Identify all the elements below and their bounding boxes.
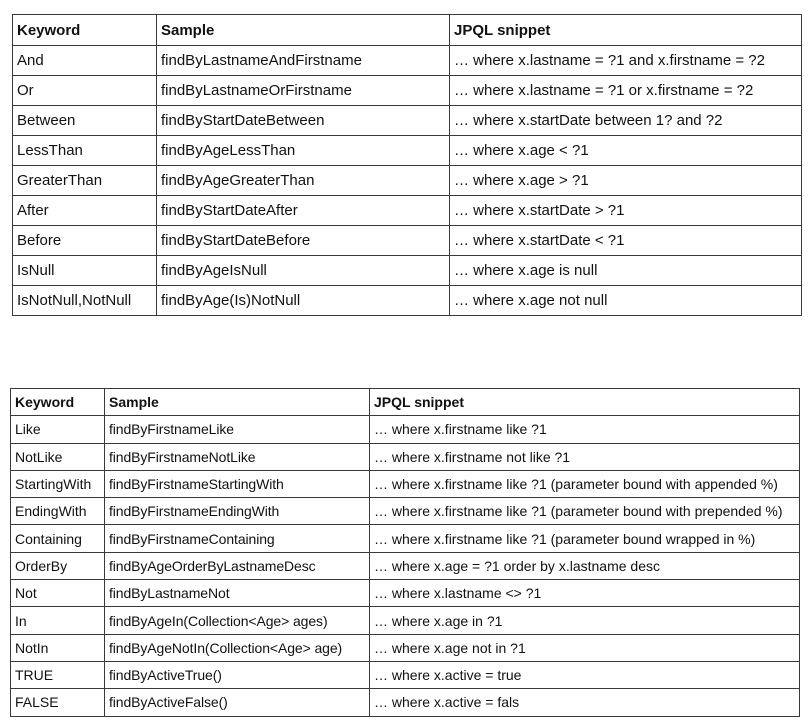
sample-cell: findByActiveFalse() — [105, 689, 370, 716]
keyword-cell: FALSE — [11, 689, 105, 716]
jpql-cell: … where x.firstname like ?1 (parameter bound wrapped in %) — [370, 525, 800, 552]
jpql-cell: … where x.startDate > ?1 — [450, 196, 802, 226]
jpql-cell: … where x.age < ?1 — [450, 136, 802, 166]
jpql-cell: … where x.age > ?1 — [450, 166, 802, 196]
table-row — [11, 634, 800, 661]
table-header-row — [11, 389, 800, 416]
sample-cell: findByFirstnameContaining — [105, 525, 370, 552]
sample-cell: findByStartDateBetween — [157, 106, 450, 136]
table-row — [11, 552, 800, 579]
keyword-cell: Or — [13, 76, 157, 106]
jpql-cell: … where x.lastname = ?1 or x.firstname = ?2 — [450, 76, 802, 106]
sample-cell: findByAgeGreaterThan — [157, 166, 450, 196]
keyword-cell: After — [13, 196, 157, 226]
keyword-cell: Before — [13, 226, 157, 256]
sample-cell: findByAgeLessThan — [157, 136, 450, 166]
jpql-cell: … where x.active = fals — [370, 689, 800, 716]
table-row — [11, 661, 800, 688]
sample-cell: findByStartDateAfter — [157, 196, 450, 226]
jpql-cell: … where x.lastname = ?1 and x.firstname = ?2 — [450, 46, 802, 76]
table-row — [13, 46, 802, 76]
keyword-cell: NotIn — [11, 634, 105, 661]
table-row — [13, 76, 802, 106]
sample-cell: findByAgeIsNull — [157, 256, 450, 286]
table-row — [11, 689, 800, 716]
keyword-table-1 — [12, 14, 802, 316]
keyword-table-2 — [10, 388, 800, 717]
keyword-cell: Like — [11, 416, 105, 443]
table-row — [11, 443, 800, 470]
jpql-cell: … where x.firstname like ?1 (parameter bound with prepended %) — [370, 498, 800, 525]
column-header-sample: Sample — [105, 389, 370, 416]
keyword-cell: OrderBy — [11, 552, 105, 579]
column-header-jpql-snippet: JPQL snippet — [450, 15, 802, 46]
jpql-cell: … where x.age is null — [450, 256, 802, 286]
jpql-cell: … where x.startDate < ?1 — [450, 226, 802, 256]
table-row — [13, 226, 802, 256]
keyword-cell: Containing — [11, 525, 105, 552]
keyword-cell: IsNull — [13, 256, 157, 286]
table-row — [13, 166, 802, 196]
keyword-cell: TRUE — [11, 661, 105, 688]
table-row — [11, 416, 800, 443]
sample-cell: findByLastnameNot — [105, 580, 370, 607]
table-row — [13, 286, 802, 316]
jpql-cell: … where x.age in ?1 — [370, 607, 800, 634]
keyword-cell: Not — [11, 580, 105, 607]
sample-cell: findByAge(Is)NotNull — [157, 286, 450, 316]
jpql-cell: … where x.firstname like ?1 (parameter bound with appended %) — [370, 470, 800, 497]
jpql-cell: … where x.lastname <> ?1 — [370, 580, 800, 607]
jpql-cell: … where x.active = true — [370, 661, 800, 688]
keyword-cell: EndingWith — [11, 498, 105, 525]
table-row — [13, 136, 802, 166]
jpql-cell: … where x.age not in ?1 — [370, 634, 800, 661]
column-header-keyword: Keyword — [11, 389, 105, 416]
keyword-cell: In — [11, 607, 105, 634]
sample-cell: findByActiveTrue() — [105, 661, 370, 688]
jpql-cell: … where x.age = ?1 order by x.lastname desc — [370, 552, 800, 579]
keyword-cell: StartingWith — [11, 470, 105, 497]
sample-cell: findByLastnameOrFirstname — [157, 76, 450, 106]
sample-cell: findByAgeOrderByLastnameDesc — [105, 552, 370, 579]
sample-cell: findByAgeNotIn(Collection<Age> age) — [105, 634, 370, 661]
table-row — [11, 607, 800, 634]
table-row — [13, 106, 802, 136]
table-row — [11, 525, 800, 552]
sample-cell: findByFirstnameNotLike — [105, 443, 370, 470]
keyword-cell: NotLike — [11, 443, 105, 470]
keyword-cell: GreaterThan — [13, 166, 157, 196]
jpql-cell: … where x.firstname not like ?1 — [370, 443, 800, 470]
keyword-cell: Between — [13, 106, 157, 136]
keyword-cell: IsNotNull,NotNull — [13, 286, 157, 316]
jpql-cell: … where x.age not null — [450, 286, 802, 316]
table-row — [11, 580, 800, 607]
sample-cell: findByLastnameAndFirstname — [157, 46, 450, 76]
keyword-cell: And — [13, 46, 157, 76]
column-header-sample: Sample — [157, 15, 450, 46]
jpql-cell: … where x.startDate between 1? and ?2 — [450, 106, 802, 136]
jpql-cell: … where x.firstname like ?1 — [370, 416, 800, 443]
table-row — [11, 470, 800, 497]
sample-cell: findByFirstnameEndingWith — [105, 498, 370, 525]
table-row — [13, 196, 802, 226]
keyword-cell: LessThan — [13, 136, 157, 166]
sample-cell: findByAgeIn(Collection<Age> ages) — [105, 607, 370, 634]
column-header-jpql-snippet: JPQL snippet — [370, 389, 800, 416]
table-header-row — [13, 15, 802, 46]
column-header-keyword: Keyword — [13, 15, 157, 46]
table-row — [11, 498, 800, 525]
sample-cell: findByFirstnameLike — [105, 416, 370, 443]
sample-cell: findByStartDateBefore — [157, 226, 450, 256]
sample-cell: findByFirstnameStartingWith — [105, 470, 370, 497]
table-row — [13, 256, 802, 286]
